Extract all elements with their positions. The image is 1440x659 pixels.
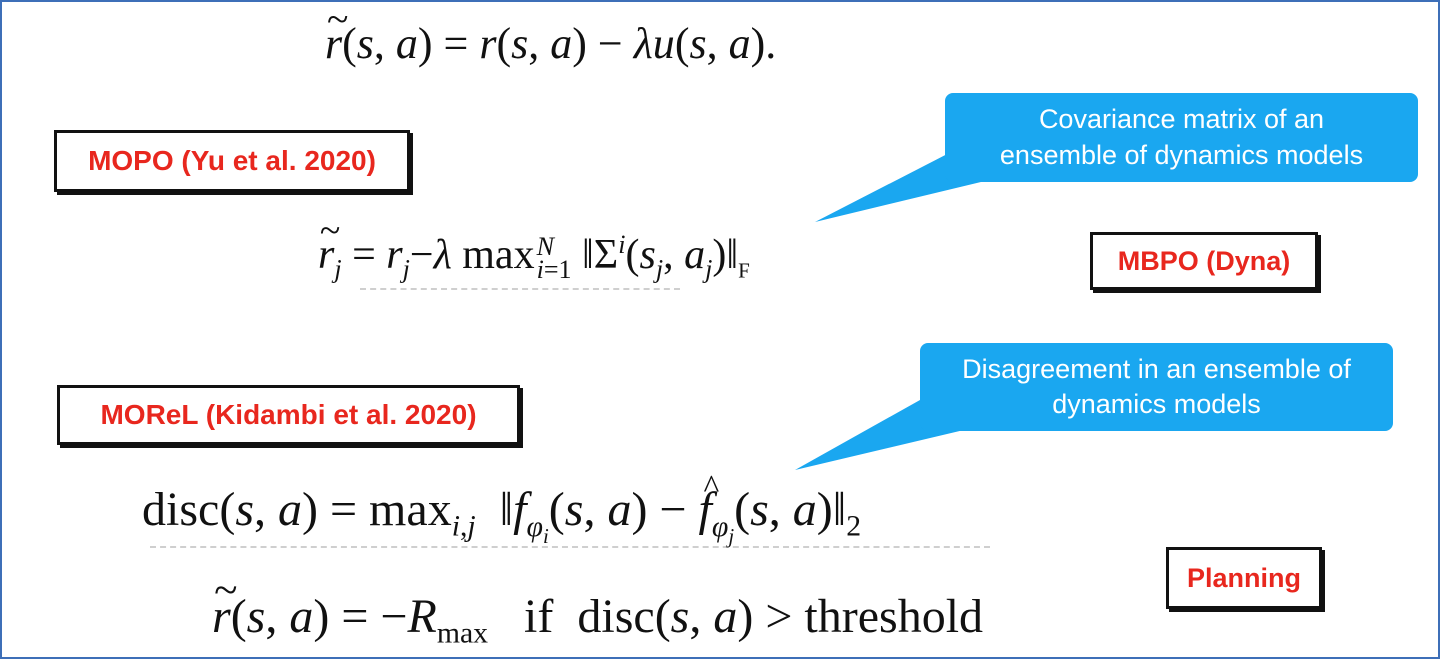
equation-penalized-reward: ~ r(s, a) = r(s, a) − λu(s, a). <box>325 22 776 66</box>
eq3-dashed-underline <box>150 546 990 548</box>
equation-disagreement: disc(s, $a) = \max_{i,j}$ $‖f_{\varphi_i}(s$, a) − ^ $f_{\varphi_j}(s$, $a)‖_2$ <box>142 486 861 546</box>
covariance-callout <box>945 93 1418 182</box>
covariance-callout-line2: ensemble of dynamics models <box>999 139 1364 170</box>
disagreement-callout <box>920 343 1393 431</box>
mopo-label <box>54 130 410 192</box>
planning-label-text: Planning <box>1187 562 1301 593</box>
covariance-callout-line1: Covariance matrix of an <box>1038 104 1325 135</box>
eq2-dashed-underline <box>360 288 680 290</box>
disagreement-callout-line2: dynamics models <box>1052 389 1261 419</box>
mbpo-label <box>1090 232 1318 290</box>
mopo-label-text: MOPO (Yu et al. 2020) <box>88 145 376 176</box>
mbpo-label-text: MBPO (Dyna) <box>1117 245 1291 276</box>
morel-label <box>57 385 520 445</box>
planning-label <box>1166 547 1322 609</box>
disagreement-callout-line1: Disagreement in an ensemble of <box>962 353 1351 384</box>
equation-mopo-reward: ~ $r_j = r_j-\lambda$ max N i=1 $‖\Sigma^i(s_j$, $a_j)‖_F$ <box>318 232 750 282</box>
morel-label-text: MOReL (Kidambi et al. 2020) <box>100 399 477 430</box>
equation-morel-reward: ~ r(s, $a) = -R_{max}$ if disc(s, a) > threshold <box>212 593 983 648</box>
